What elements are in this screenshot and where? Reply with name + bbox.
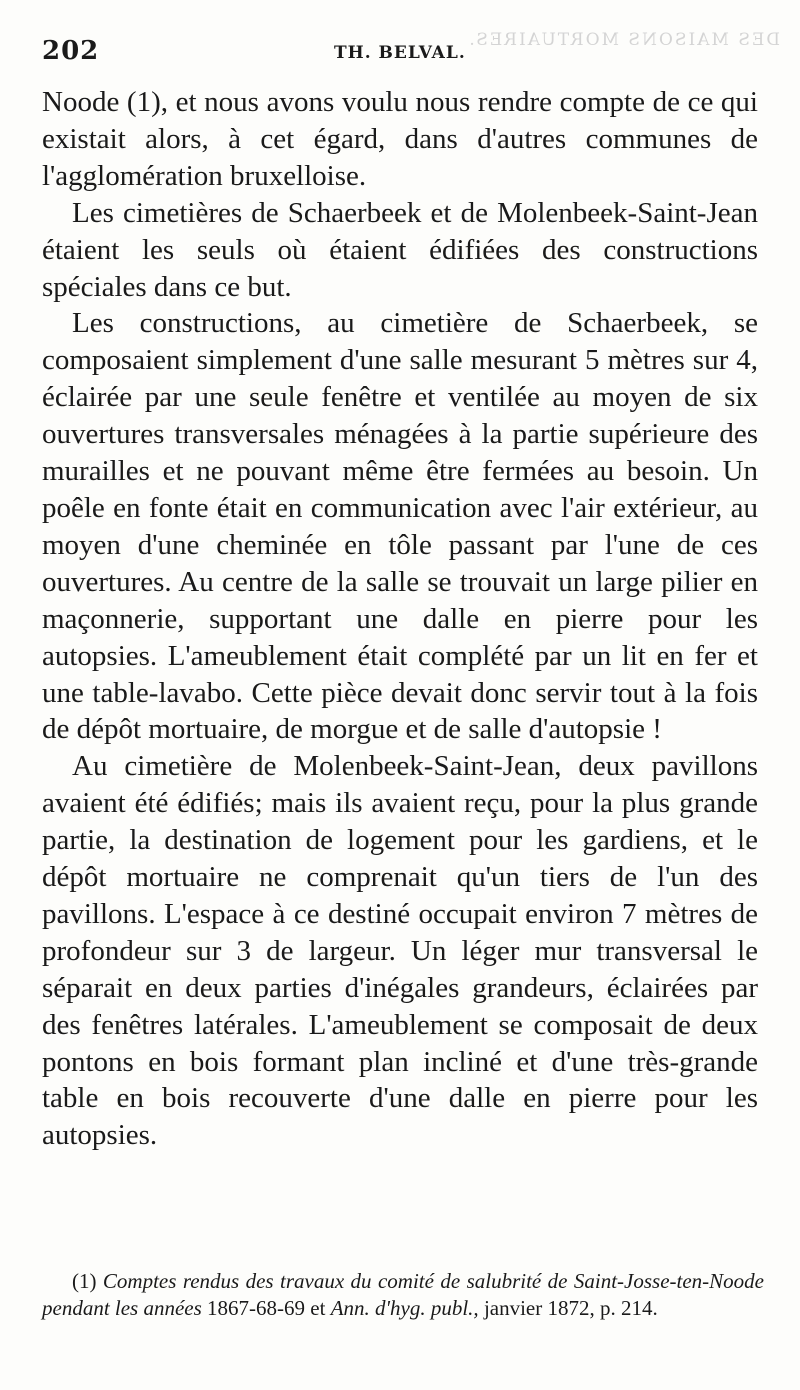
running-head: TH. BELVAL. (334, 43, 466, 63)
paragraph-molenbeek: Au cimetière de Molenbeek-Saint-Jean, deux pavillons avaient été édifiés; mais ils avaient reçu, pour la plus grande partie, la destination de logement pour les gardiens, et le dépôt mortuaire ne comprenait qu'un tiers de l'un des pavillons. L'espace à ce destiné occupait environ 7 mètres de profondeur sur 3 de largeur. Un léger mur transversal le séparait en deux parties d'inégales grandeurs, éclairées par des fenêtres latérales. L'ameublement se composait de deux pontons en bois formant plan incliné et d'une très-grande table en bois recouverte d'une dalle en pierre pour les autopsies. (42, 750, 758, 1152)
paragraph-schaerbeek: Les constructions, au cimetière de Schaerbeek, se composaient simplement d'une salle mesurant 5 mètres sur 4, éclairée par une seule fenêtre et ventilée au moyen de six ouvertures transversales ménagées à la partie supérieure des murailles et ne pouvant même être fermées au besoin. Un poêle en fonte était en communication avec l'air extérieur, au moyen d'une cheminée en tôle passant par l'une de ces ouvertures. Au centre de la salle se trouvait un large pilier en maçonnerie, supportant une dalle en pierre pour les autopsies. L'ameublement était complété par un lit en fer et une table-lavabo. Cette pièce devait donc servir tout à la fois de dépôt mortuaire, de morgue et de salle d'autopsie ! (42, 307, 758, 746)
paragraph-continuation: Noode (1), et nous avons voulu nous rendre compte de ce qui existait alors, à cet égard, dans d'autres communes de l'agglomération bruxelloise. (42, 86, 758, 192)
footnote-1 (42, 1268, 764, 1322)
page-header (42, 36, 762, 76)
footnotes (42, 1268, 764, 1322)
show-through-text: DES MAISONS MORTUAIRES. (467, 30, 780, 50)
footnote-source-title: Comptes rendus des travaux du comité de salubrité de Saint-Josse-ten-Noode pendant les années (42, 1269, 764, 1320)
page-number: 202 (42, 36, 100, 66)
footnote-conjunction: et (310, 1296, 326, 1320)
body-text (42, 84, 758, 1154)
paragraph-cemeteries: Les cimetières de Schaerbeek et de Molenbeek-Saint-Jean étaient les seuls où étaient édifiées des constructions spéciales dans ce but. (42, 196, 758, 303)
footnote-years: 1867-68-69 (207, 1296, 306, 1320)
footnote-marker: (1) (72, 1269, 97, 1293)
footnote-date: janvier 1872, p. 214. (483, 1296, 658, 1320)
footnote-journal: Ann. d'hyg. publ., (330, 1296, 479, 1320)
